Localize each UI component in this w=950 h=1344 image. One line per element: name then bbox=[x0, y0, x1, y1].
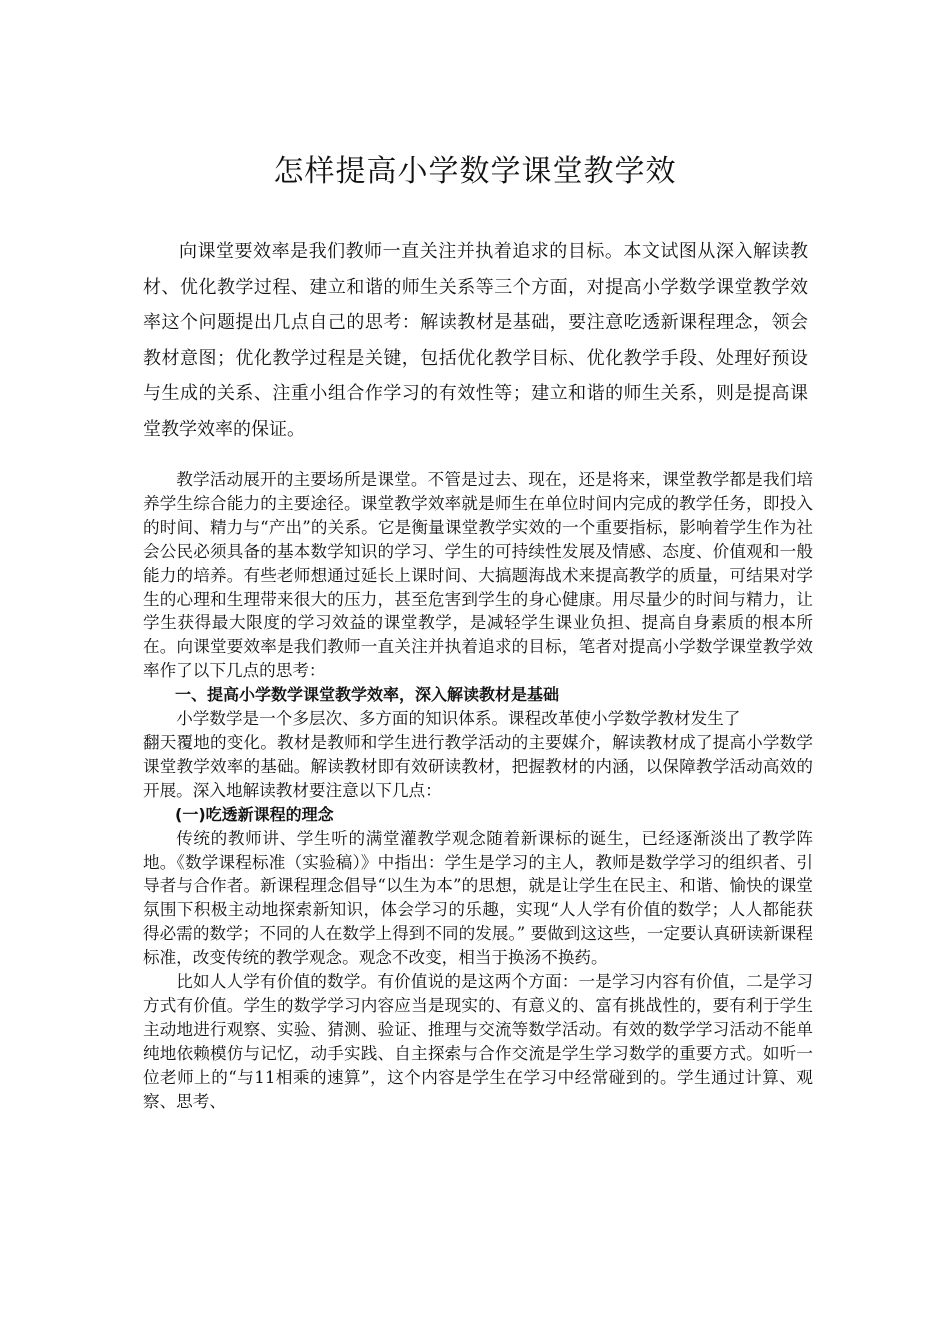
section-heading-1: 一、提高小学数学课堂教学效率，深入解读教材是基础 bbox=[175, 685, 560, 705]
subsection-heading-1: (一)吃透新课程的理念 bbox=[175, 804, 334, 824]
body-paragraph-4: 比如人人学有价值的数学。有价值说的是这两个方面：一是学习内容有价值，二是学习方式有价值。学生的数学学习内容应当是现实的、有意义的、富有挑战性的，要有利于学生主动地进行观察、实验、猜测、验证、推理与交流等数学活动。有效的数学学习活动不能单纯地依赖模仿与记忆，动手实践、自主探索与合作交流是学生学习数学的重要方式。如听一位老师上的“与11相乘的速算”，这个内容是学生在学习中经常碰到的。学生通过计算、观察、思考、 bbox=[143, 972, 813, 1111]
body-paragraph-intro: 教学活动展开的主要场所是课堂。不管是过去、现在，还是将来，课堂教学都是我们培养学生综合能力的主要途径。课堂教学效率就是师生在单位时间内完成的教学任务，即投入的时间、精力与“产出”的关系。它是衡量课堂教学实效的一个重要指标，影响着学生作为社会公民必须具备的基本数学知识的学习、学生的可持续性发展及情感、态度、价值观和一般能力的培养。有些老师想通过延长上课时间、大搞题海战术来提高教学的质量，可结果对学生的心理和生理带来很大的压力，甚至危害到学生的身心健康。用尽量少的时间与精力，让学生获得最大限度的学习效益的课堂教学，是减轻学生课业负担、提高自身素质的根本所在。向课堂要效率是我们教师一直关注并执着追求的目标，笔者对提高小学数学课堂教学效率作了以下几点的思考： bbox=[143, 470, 813, 681]
document-title: 怎样提高小学数学课堂教学效 bbox=[273, 154, 677, 189]
body-paragraph-2-continued: 翻天覆地的变化。教材是教师和学生进行教学活动的主要媒介，解读教材成了提高小学数学课堂教学效率的基础。解读教材即有效研读教材，把握教材的内涵，以保障教学活动高效的开展。深入地解读教材要注意以下几点： bbox=[143, 732, 813, 800]
body-paragraph-3: 传统的教师讲、学生听的满堂灌教学观念随着新课标的诞生，已经逐渐淡出了教学阵地。《数学课程标准（实验稿）》中指出：学生是学习的主人，教师是数学学习的组织者、引导者与合作者。新课程理念倡导“以生为本”的思想，就是让学生在民主、和谐、愉快的课堂氛围下积极主动地探索新知识，体会学习的乐趣，实现“人人学有价值的数学；人人都能获得必需的数学；不同的人在数学上得到不同的发展。” 要做到这这些，一定要认真研读新课程标准，改变传统的教学观念。观念不改变，相当于换汤不换药。 bbox=[143, 828, 813, 968]
body-paragraph-2-start: 小学数学是一个多层次、多方面的知识体系。课程改革使小学数学教材发生了 bbox=[176, 709, 741, 729]
body-text bbox=[143, 468, 813, 1113]
abstract-paragraph: 向课堂要效率是我们教师一直关注并执着追求的目标。本文试图从深入解读教材、优化教学过程、建立和谐的师生关系等三个方面，对提高小学数学课堂教学效率这个问题提出几点自己的思考：解读教材是基础，要注意吃透新课程理念，领会教材意图；优化教学过程是关键，包括优化教学目标、优化教学手段、处理好预设与生成的关系、注重小组合作学习的有效性等；建立和谐的师生关系，则是提高课堂教学效率的保证。 bbox=[143, 241, 808, 440]
